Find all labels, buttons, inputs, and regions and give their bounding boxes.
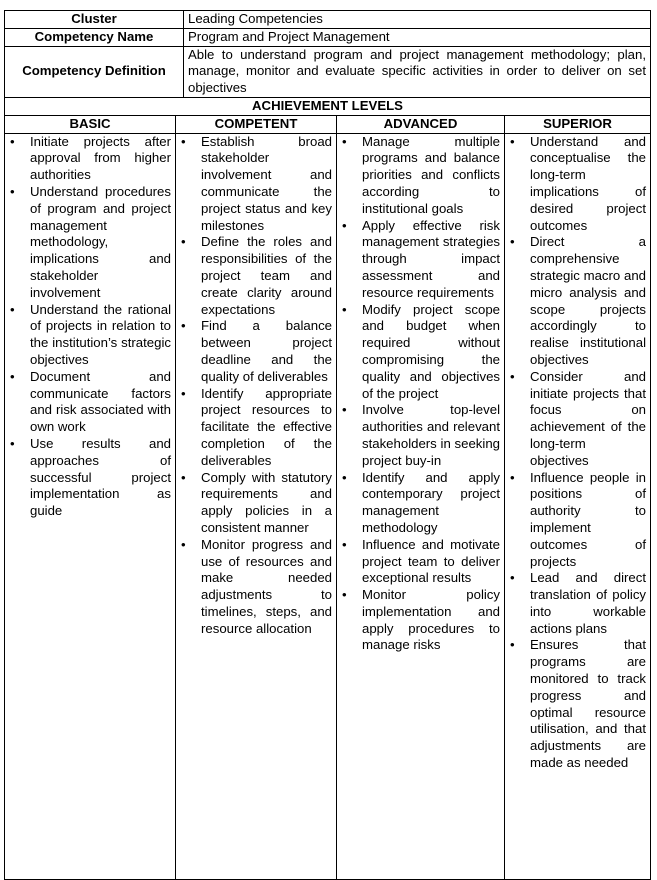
list-item: • Initiate projects after approval from higher authorities (5, 134, 175, 184)
basic-list (5, 134, 175, 520)
list-item: • Understand procedures of program and project management methodology, implications and stakeholder involvement (5, 184, 175, 302)
competency-definition-value: Able to understand program and project management methodology; plan, manage, monitor and evaluate specific activities in order to deliver on set objectives (184, 46, 651, 97)
list-item: • Identify and apply contemporary project management methodology (337, 470, 504, 537)
competency-definition-row (5, 46, 651, 97)
achievement-levels-title: ACHIEVEMENT LEVELS (5, 97, 651, 115)
level-name-basic: BASIC (5, 115, 176, 133)
advanced-column (337, 133, 505, 879)
cluster-label: Cluster (5, 11, 184, 29)
list-item: • Comply with statutory requirements and apply policies in a consistent manner (176, 470, 336, 537)
list-item: • Manage multiple programs and balance priorities and conflicts according to institutional goals (337, 134, 504, 218)
competency-name-label: Competency Name (5, 28, 184, 46)
cluster-value: Leading Competencies (184, 11, 651, 29)
list-item: • Influence people in positions of authority to implement outcomes of projects (505, 470, 650, 571)
level-name-superior: SUPERIOR (505, 115, 651, 133)
competency-document (4, 10, 650, 880)
list-item: • Direct a comprehensive strategic macro and micro analysis and scope projects accordingly to realise institutional objectives (505, 234, 650, 368)
list-item: • Use results and approaches of successful project implementation as guide (5, 436, 175, 520)
achievement-levels-table (4, 97, 651, 880)
list-item: • Understand the rational of projects in relation to the institution’s strategic objectives (5, 302, 175, 369)
cluster-row (5, 11, 651, 29)
list-item: • Ensures that programs are monitored to track progress and optimal resource utilisation, and that adjustments are made as needed (505, 637, 650, 771)
competent-list (176, 134, 336, 638)
competency-name-row (5, 28, 651, 46)
list-item: • Involve top-level authorities and relevant stakeholders in seeking project buy-in (337, 402, 504, 469)
list-item: • Lead and direct translation of policy into workable actions plans (505, 570, 650, 637)
competency-name-value: Program and Project Management (184, 28, 651, 46)
advanced-list (337, 134, 504, 655)
competency-header-table (4, 10, 651, 98)
list-item: • Establish broad stakeholder involvement and communicate the project status and key milestones (176, 134, 336, 235)
list-item: • Find a balance between project deadline and the quality of deliverables (176, 318, 336, 385)
basic-column (5, 133, 176, 879)
level-name-advanced: ADVANCED (337, 115, 505, 133)
list-item: • Apply effective risk management strategies through impact assessment and resource requirements (337, 218, 504, 302)
list-item: • Document and communicate factors and risk associated with own work (5, 369, 175, 436)
level-name-competent: COMPETENT (176, 115, 337, 133)
list-item: • Modify project scope and budget when required without compromising the quality and objectives of the project (337, 302, 504, 403)
list-item: • Define the roles and responsibilities of the project team and create clarity around expectations (176, 234, 336, 318)
achievement-levels-title-row (5, 97, 651, 115)
competent-column (176, 133, 337, 879)
superior-column (505, 133, 651, 879)
competency-definition-label: Competency Definition (5, 46, 184, 97)
list-item: • Consider and initiate projects that focus on achievement of the long-term objectives (505, 369, 650, 470)
list-item: • Monitor progress and use of resources and make needed adjustments to timelines, steps, and resource allocation (176, 537, 336, 638)
list-item: • Influence and motivate project team to deliver exceptional results (337, 537, 504, 587)
level-names-row (5, 115, 651, 133)
superior-list (505, 134, 650, 772)
list-item: • Understand and conceptualise the long-term implications of desired project outcomes (505, 134, 650, 235)
list-item: • Monitor policy implementation and apply procedures to manage risks (337, 587, 504, 654)
list-item: • Identify appropriate project resources to facilitate the effective completion of the deliverables (176, 386, 336, 470)
level-items-row (5, 133, 651, 879)
